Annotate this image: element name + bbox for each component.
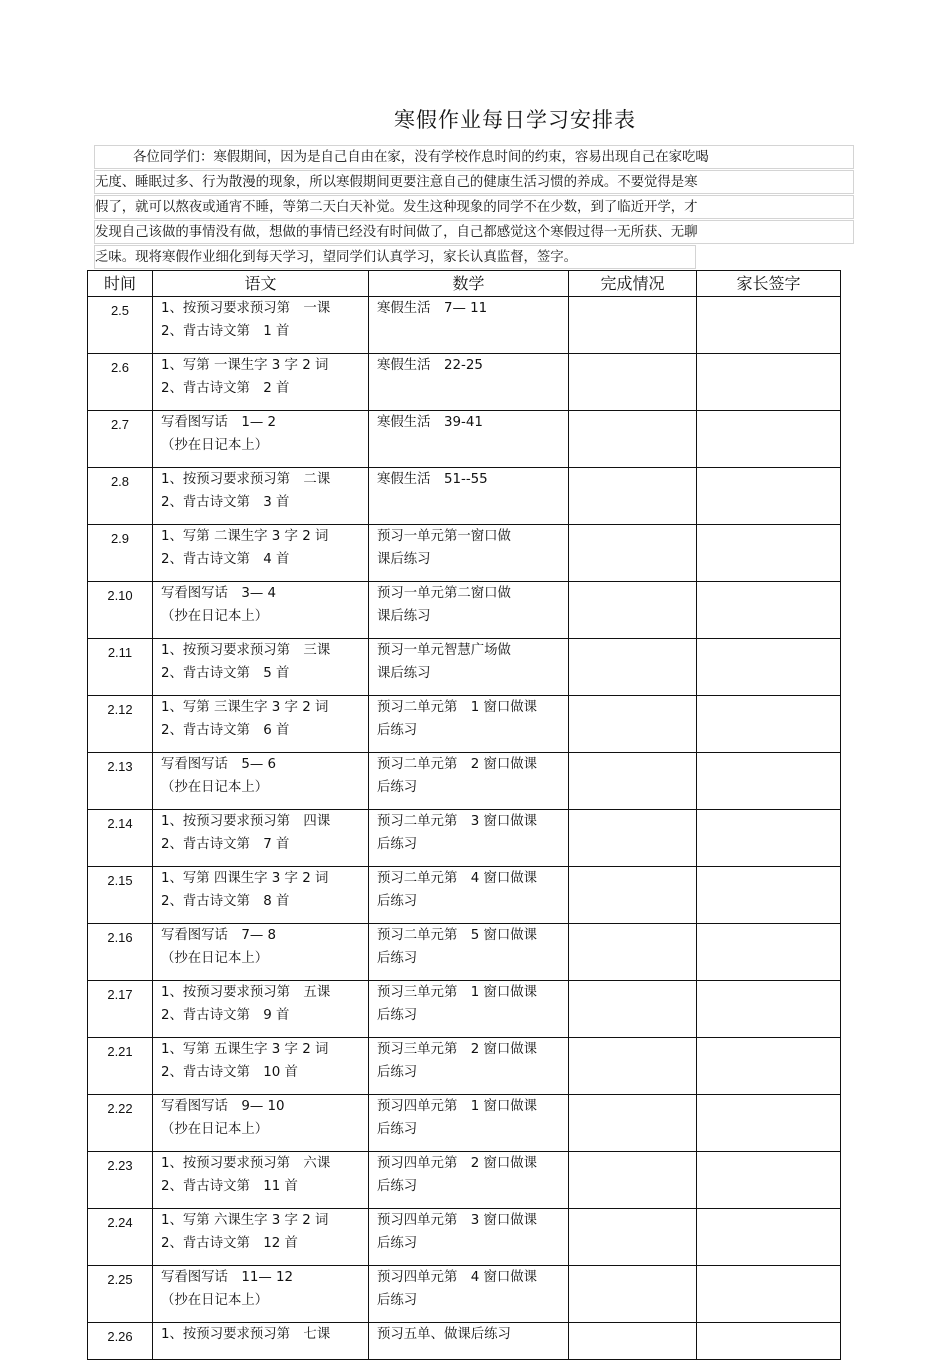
table-row [88, 753, 841, 810]
cell-chinese-line: （抄在日记本上） [161, 1122, 269, 1137]
cell-math [369, 1266, 569, 1323]
table-row [88, 639, 841, 696]
cell-math-line: 寒假生活 7— 11 [377, 301, 488, 316]
cell-chinese-line: 2、背古诗文第 10 首 [161, 1065, 298, 1080]
cell-chinese-line: （抄在日记本上） [161, 438, 269, 453]
cell-math-line: 后练习 [377, 1008, 418, 1023]
cell-chinese-line: 2、背古诗文第 12 首 [161, 1236, 298, 1251]
cell-date: 2.12 [88, 696, 153, 753]
table-row [88, 354, 841, 411]
cell-chinese-line: （抄在日记本上） [161, 1293, 269, 1308]
cell-completion[interactable] [569, 810, 697, 867]
cell-math [369, 1095, 569, 1152]
cell-date: 2.16 [88, 924, 153, 981]
table-row [88, 297, 841, 354]
cell-date: 2.25 [88, 1266, 153, 1323]
cell-chinese-line: 1、写第 二课生字 3 字 2 词 [161, 529, 329, 544]
table-row [88, 924, 841, 981]
cell-math-line: 预习四单元第 4 窗口做课 [377, 1270, 538, 1285]
cell-chinese [153, 525, 369, 582]
cell-chinese-line: 2、背古诗文第 3 首 [161, 495, 290, 510]
intro-line: 假了，就可以熬夜或通宵不睡，等第二天白天补觉。发生这种现象的同学不在少数，到了临近开学，才 [94, 195, 854, 219]
cell-math [369, 297, 569, 354]
cell-chinese [153, 867, 369, 924]
cell-math-line: 后练习 [377, 1065, 418, 1080]
cell-parent-signature[interactable] [697, 297, 841, 354]
cell-chinese-line: 2、背古诗文第 11 首 [161, 1179, 298, 1194]
cell-math [369, 582, 569, 639]
cell-math-line: 预习四单元第 1 窗口做课 [377, 1099, 538, 1114]
cell-completion[interactable] [569, 696, 697, 753]
cell-chinese [153, 1095, 369, 1152]
table-row [88, 1209, 841, 1266]
cell-math-line: 预习一单元第二窗口做 [377, 586, 511, 601]
cell-chinese-line: 写看图写话 1— 2 [161, 415, 277, 430]
cell-parent-signature[interactable] [697, 1152, 841, 1209]
cell-date: 2.14 [88, 810, 153, 867]
cell-math-line: 预习一单元第一窗口做 [377, 529, 511, 544]
table-row [88, 411, 841, 468]
cell-completion[interactable] [569, 411, 697, 468]
cell-chinese [153, 1323, 369, 1360]
cell-chinese [153, 468, 369, 525]
cell-completion[interactable] [569, 1209, 697, 1266]
cell-chinese-line: 1、按预习要求预习第 六课 [161, 1156, 331, 1171]
cell-math-line: 后练习 [377, 1293, 418, 1308]
cell-chinese-line: 1、按预习要求预习第 一课 [161, 301, 331, 316]
cell-chinese-line: 写看图写话 3— 4 [161, 586, 277, 601]
cell-chinese [153, 696, 369, 753]
cell-parent-signature[interactable] [697, 696, 841, 753]
cell-parent-signature[interactable] [697, 924, 841, 981]
cell-chinese-line: 1、写第 四课生字 3 字 2 词 [161, 871, 329, 886]
cell-completion[interactable] [569, 525, 697, 582]
cell-date: 2.11 [88, 639, 153, 696]
cell-math-line: 课后练习 [377, 552, 431, 567]
cell-math [369, 525, 569, 582]
cell-math-line: 寒假生活 39-41 [377, 415, 483, 430]
cell-chinese-line: 2、背古诗文第 7 首 [161, 837, 290, 852]
cell-parent-signature[interactable] [697, 468, 841, 525]
cell-math-line: 后练习 [377, 837, 418, 852]
cell-math [369, 696, 569, 753]
cell-math-line: 预习二单元第 1 窗口做课 [377, 700, 538, 715]
cell-date: 2.10 [88, 582, 153, 639]
cell-chinese [153, 411, 369, 468]
table-row [88, 582, 841, 639]
cell-math [369, 354, 569, 411]
cell-parent-signature[interactable] [697, 411, 841, 468]
cell-chinese-line: （抄在日记本上） [161, 609, 269, 624]
cell-chinese [153, 924, 369, 981]
cell-parent-signature[interactable] [697, 1266, 841, 1323]
cell-chinese [153, 810, 369, 867]
header-completion: 完成情况 [569, 271, 697, 297]
cell-math-line: 寒假生活 22-25 [377, 358, 483, 373]
cell-chinese [153, 639, 369, 696]
page-title: 寒假作业每日学习安排表 [394, 108, 636, 132]
cell-math [369, 753, 569, 810]
cell-chinese [153, 297, 369, 354]
cell-math-line: 后练习 [377, 951, 418, 966]
cell-completion[interactable] [569, 1323, 697, 1360]
cell-math-line: 课后练习 [377, 609, 431, 624]
cell-math-line: 寒假生活 51--55 [377, 472, 488, 487]
cell-math-line: 预习二单元第 3 窗口做课 [377, 814, 538, 829]
cell-parent-signature[interactable] [697, 354, 841, 411]
cell-parent-signature[interactable] [697, 981, 841, 1038]
cell-math [369, 411, 569, 468]
cell-chinese [153, 1038, 369, 1095]
cell-parent-signature[interactable] [697, 753, 841, 810]
cell-completion[interactable] [569, 1038, 697, 1095]
cell-chinese [153, 582, 369, 639]
cell-parent-signature[interactable] [697, 1038, 841, 1095]
cell-chinese-line: 2、背古诗文第 1 首 [161, 324, 290, 339]
cell-math-line: 后练习 [377, 894, 418, 909]
cell-chinese-line: （抄在日记本上） [161, 951, 269, 966]
cell-math [369, 867, 569, 924]
cell-math-line: 预习二单元第 5 窗口做课 [377, 928, 538, 943]
cell-math-line: 后练习 [377, 780, 418, 795]
cell-chinese-line: 2、背古诗文第 5 首 [161, 666, 290, 681]
cell-chinese [153, 981, 369, 1038]
cell-date: 2.24 [88, 1209, 153, 1266]
table-row [88, 810, 841, 867]
cell-chinese-line: 1、按预习要求预习第 五课 [161, 985, 331, 1000]
table-row [88, 1038, 841, 1095]
cell-date: 2.17 [88, 981, 153, 1038]
cell-completion[interactable] [569, 297, 697, 354]
cell-math-line: 预习四单元第 3 窗口做课 [377, 1213, 538, 1228]
intro-line: 发现自己该做的事情没有做，想做的事情已经没有时间做了，自己都感觉这个寒假过得一无所获、无聊 [94, 220, 854, 244]
cell-chinese-line: 1、按预习要求预习第 七课 [161, 1327, 331, 1342]
cell-chinese [153, 354, 369, 411]
cell-math [369, 924, 569, 981]
cell-chinese-line: 1、写第 三课生字 3 字 2 词 [161, 700, 329, 715]
cell-chinese-line: 1、写第 五课生字 3 字 2 词 [161, 1042, 329, 1057]
cell-date: 2.8 [88, 468, 153, 525]
intro-line: 乏味。现将寒假作业细化到每天学习，望同学们认真学习，家长认真监督，签字。 [94, 245, 696, 269]
cell-date: 2.5 [88, 297, 153, 354]
cell-math-line: 预习三单元第 1 窗口做课 [377, 985, 538, 1000]
cell-math-line: 预习二单元第 4 窗口做课 [377, 871, 538, 886]
cell-chinese [153, 1209, 369, 1266]
cell-parent-signature[interactable] [697, 1209, 841, 1266]
table-row [88, 981, 841, 1038]
cell-completion[interactable] [569, 1152, 697, 1209]
cell-chinese-line: 1、按预习要求预习第 四课 [161, 814, 331, 829]
cell-date: 2.13 [88, 753, 153, 810]
cell-completion[interactable] [569, 924, 697, 981]
cell-parent-signature[interactable] [697, 525, 841, 582]
header-math: 数学 [369, 271, 569, 297]
cell-chinese-line: 2、背古诗文第 6 首 [161, 723, 290, 738]
cell-date: 2.7 [88, 411, 153, 468]
cell-chinese-line: 2、背古诗文第 4 首 [161, 552, 290, 567]
table-row [88, 1323, 841, 1360]
cell-chinese-line: 写看图写话 11— 12 [161, 1270, 294, 1285]
schedule-table [87, 270, 841, 1360]
cell-completion[interactable] [569, 468, 697, 525]
cell-date: 2.9 [88, 525, 153, 582]
cell-math-line: 后练习 [377, 723, 418, 738]
cell-math-line: 预习一单元智慧广场做 [377, 643, 511, 658]
cell-chinese-line: 2、背古诗文第 8 首 [161, 894, 290, 909]
cell-completion[interactable] [569, 1095, 697, 1152]
intro-line: 各位同学们：寒假期间，因为是自己自由在家，没有学校作息时间的约束，容易出现自己在家吃喝 [94, 145, 854, 169]
cell-completion[interactable] [569, 354, 697, 411]
cell-math [369, 1209, 569, 1266]
cell-chinese-line: （抄在日记本上） [161, 780, 269, 795]
cell-math-line: 预习二单元第 2 窗口做课 [377, 757, 538, 772]
cell-completion[interactable] [569, 867, 697, 924]
cell-chinese-line: 1、写第 一课生字 3 字 2 词 [161, 358, 329, 373]
cell-math [369, 1323, 569, 1360]
cell-completion[interactable] [569, 639, 697, 696]
cell-completion[interactable] [569, 753, 697, 810]
cell-chinese-line: 1、写第 六课生字 3 字 2 词 [161, 1213, 329, 1228]
cell-chinese [153, 1266, 369, 1323]
table-header-row [88, 271, 841, 297]
intro-line: 无度、睡眠过多、行为散漫的现象，所以寒假期间更要注意自己的健康生活习惯的养成。不要觉得是寒 [94, 170, 854, 194]
cell-chinese [153, 1152, 369, 1209]
cell-math [369, 468, 569, 525]
cell-parent-signature[interactable] [697, 1095, 841, 1152]
cell-chinese-line: 1、按预习要求预习第 二课 [161, 472, 331, 487]
table-row [88, 696, 841, 753]
cell-chinese-line: 写看图写话 7— 8 [161, 928, 277, 943]
cell-math-line: 后练习 [377, 1179, 418, 1194]
cell-date: 2.6 [88, 354, 153, 411]
cell-parent-signature[interactable] [697, 867, 841, 924]
cell-math-line: 课后练习 [377, 666, 431, 681]
table-row [88, 867, 841, 924]
cell-parent-signature[interactable] [697, 810, 841, 867]
cell-chinese-line: 写看图写话 5— 6 [161, 757, 277, 772]
cell-math [369, 981, 569, 1038]
cell-parent-signature[interactable] [697, 582, 841, 639]
cell-math-line: 预习三单元第 2 窗口做课 [377, 1042, 538, 1057]
table-row [88, 525, 841, 582]
table-row [88, 1152, 841, 1209]
header-time: 时间 [88, 271, 153, 297]
cell-date: 2.26 [88, 1323, 153, 1360]
cell-chinese-line: 1、按预习要求预习第 三课 [161, 643, 331, 658]
cell-math [369, 639, 569, 696]
cell-parent-signature[interactable] [697, 639, 841, 696]
cell-completion[interactable] [569, 582, 697, 639]
cell-date: 2.23 [88, 1152, 153, 1209]
cell-date: 2.22 [88, 1095, 153, 1152]
cell-parent-signature[interactable] [697, 1323, 841, 1360]
cell-math-line: 后练习 [377, 1122, 418, 1137]
table-row [88, 1095, 841, 1152]
cell-math [369, 810, 569, 867]
cell-math [369, 1152, 569, 1209]
header-parent-signature: 家长签字 [697, 271, 841, 297]
header-chinese: 语文 [153, 271, 369, 297]
cell-chinese-line: 写看图写话 9— 10 [161, 1099, 285, 1114]
cell-math [369, 1038, 569, 1095]
cell-math-line: 预习五单、做课后练习 [377, 1327, 511, 1342]
cell-date: 2.21 [88, 1038, 153, 1095]
cell-chinese-line: 2、背古诗文第 2 首 [161, 381, 290, 396]
table-row [88, 1266, 841, 1323]
cell-completion[interactable] [569, 981, 697, 1038]
cell-chinese-line: 2、背古诗文第 9 首 [161, 1008, 290, 1023]
table-row [88, 468, 841, 525]
cell-math-line: 后练习 [377, 1236, 418, 1251]
cell-date: 2.15 [88, 867, 153, 924]
cell-chinese [153, 753, 369, 810]
cell-math-line: 预习四单元第 2 窗口做课 [377, 1156, 538, 1171]
cell-completion[interactable] [569, 1266, 697, 1323]
